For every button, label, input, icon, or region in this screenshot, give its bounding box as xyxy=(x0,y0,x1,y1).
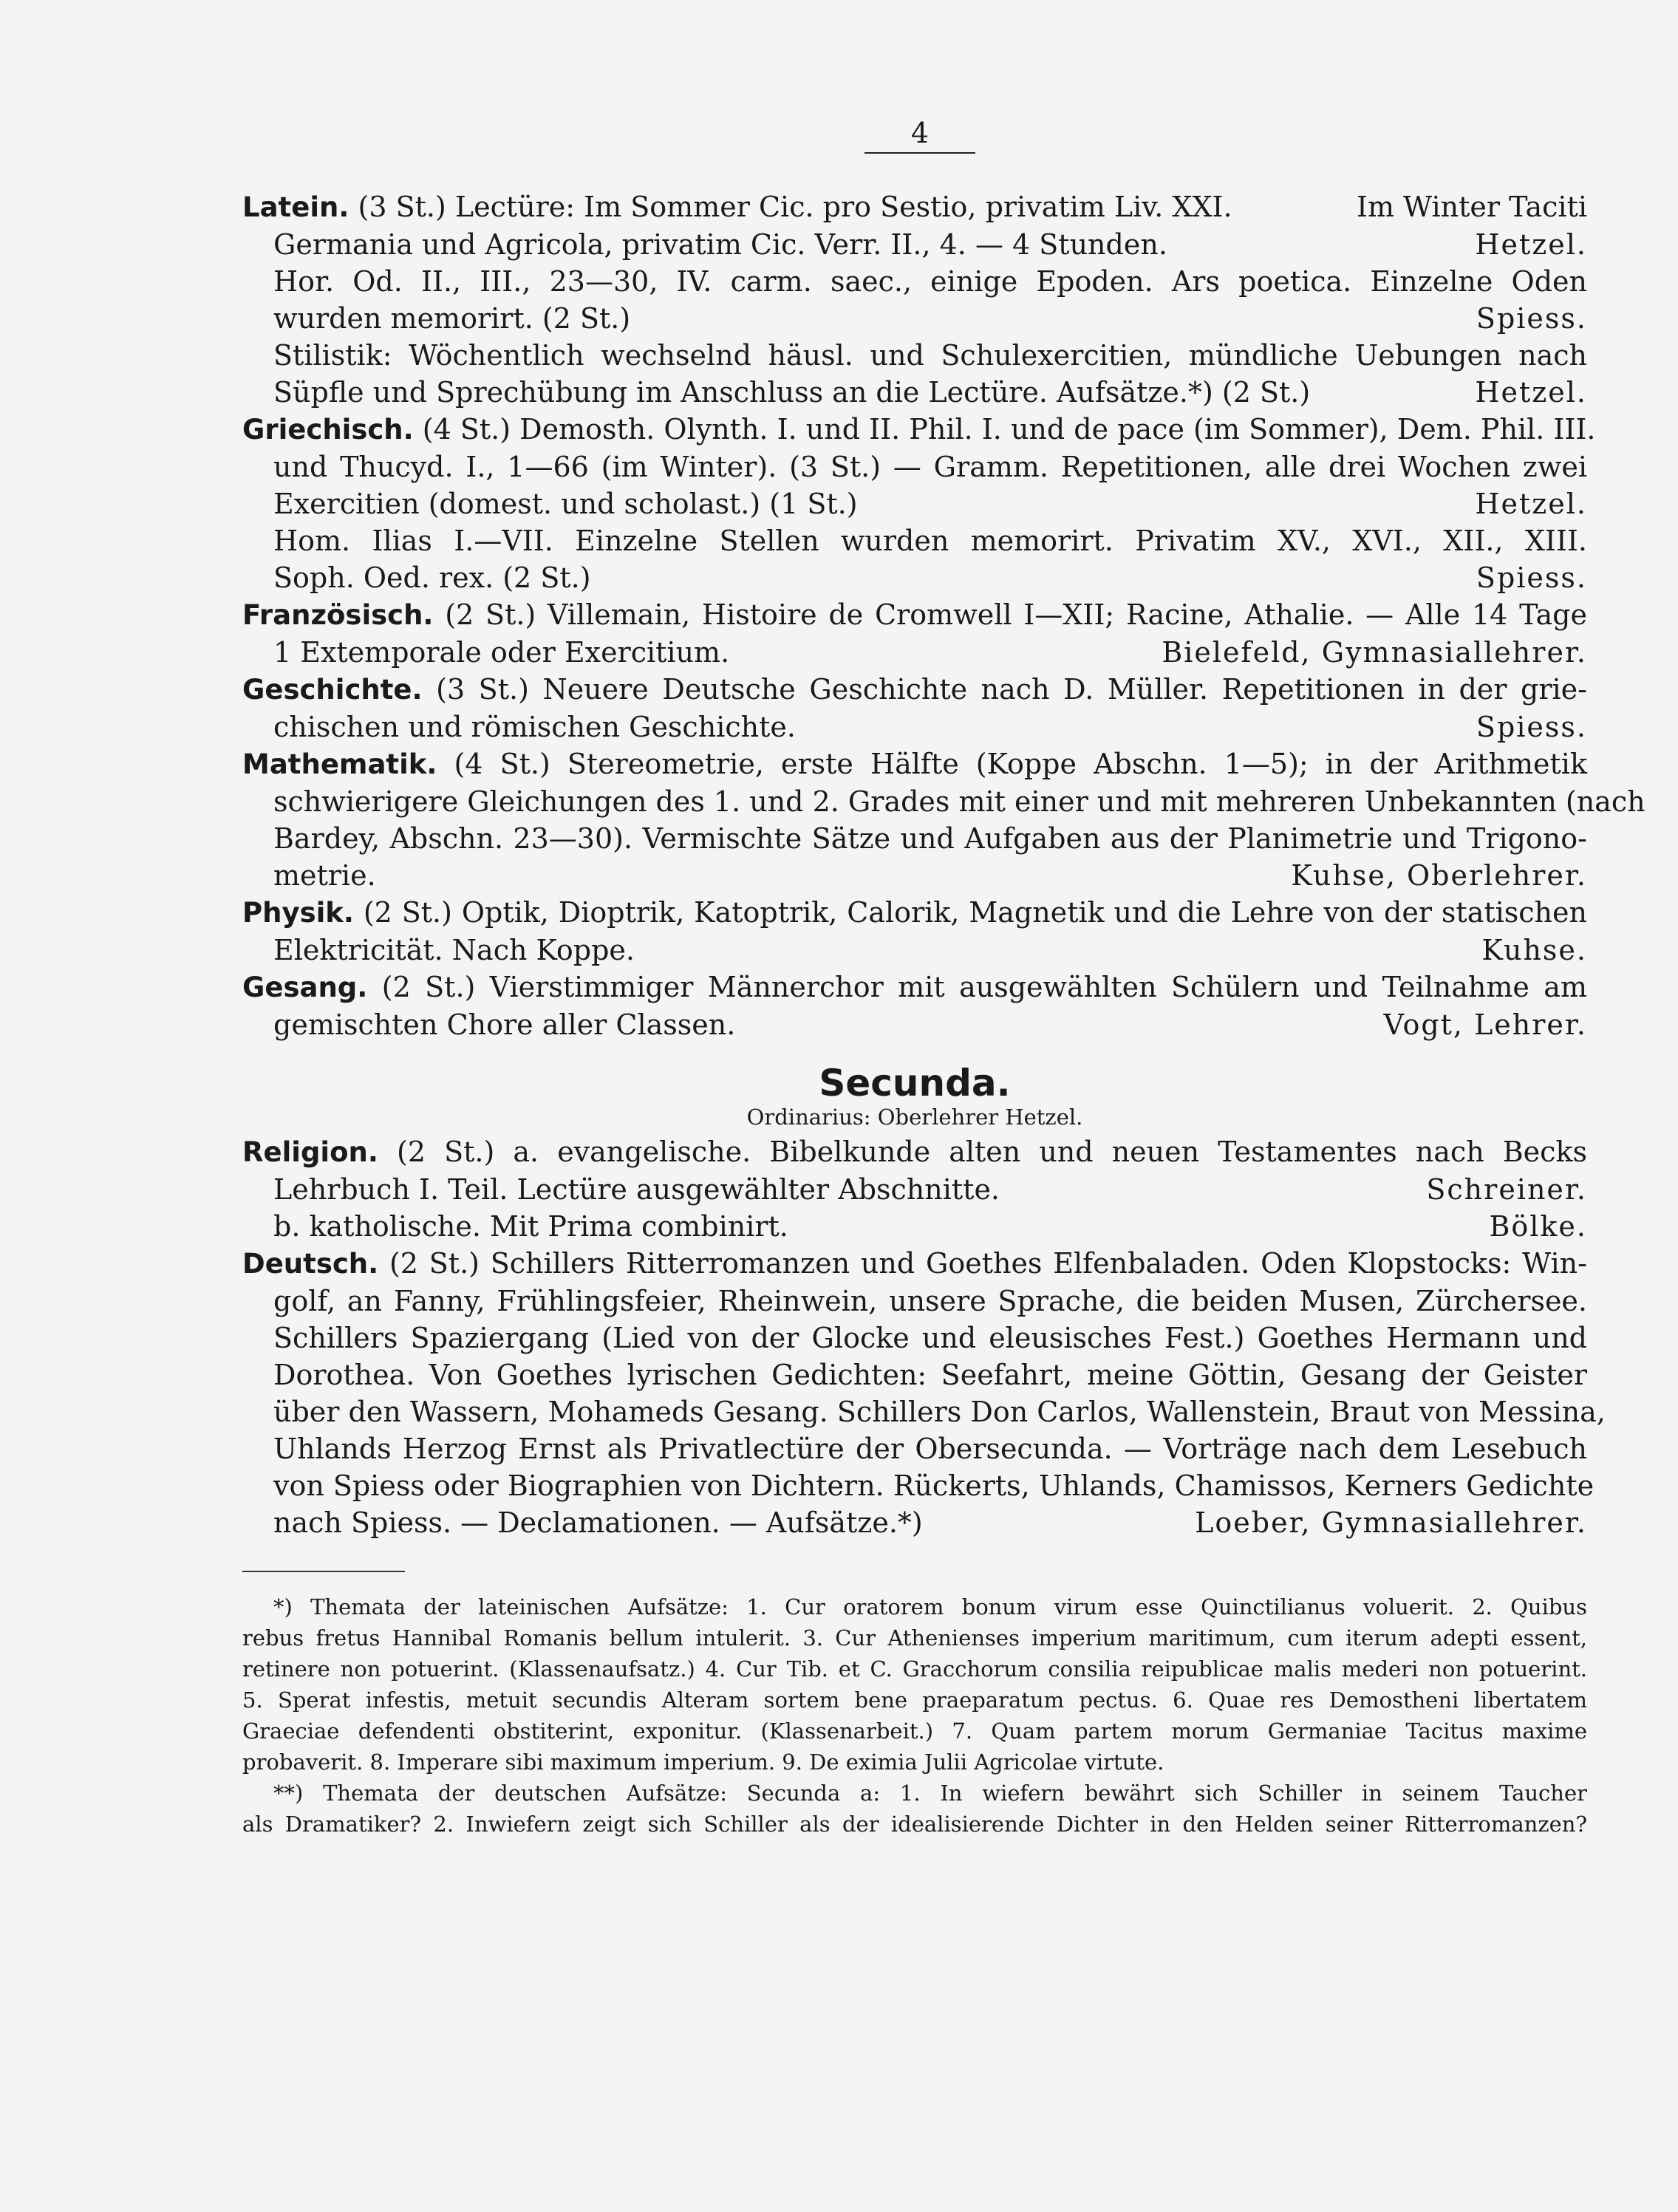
text-line: (2 St.) Schillers Ritterromanzen und Goethes Elfenbaladen. Oden Klopstocks: Win- xyxy=(389,1247,1587,1280)
teacher-name: Spiess. xyxy=(1476,302,1587,335)
text-line: Exercitien (domest. und scholast.) (1 St.) xyxy=(273,488,858,520)
subject-heading: Religion. xyxy=(242,1136,378,1168)
page-body xyxy=(242,188,1645,1840)
footnote-line: 5. Sperat infestis, metuit secundis Alteram sortem bene praeparatum pectus. 6. Quae res Demostheni libertatem xyxy=(242,1687,1587,1713)
footnote-line: **) Themata der deutschen Aufsätze: Secunda a: 1. In wiefern bewährt sich Schiller in seinem Taucher xyxy=(273,1781,1587,1806)
footnote-line: retinere non potuerint. (Klassenaufsatz.) 4. Cur Tib. et C. Gracchorum consilia reipublicae malis mederi non potuerint. xyxy=(242,1656,1587,1682)
subject-franzoesisch xyxy=(242,596,1587,671)
teacher-name: Hetzel. xyxy=(1475,228,1587,261)
text-line: metrie. xyxy=(273,859,376,892)
subject-latein xyxy=(242,188,1587,411)
footnote-text: probaverit. 8. Imperare sibi maximum imperium. 9. De eximia Julii Agricolae virtute. xyxy=(242,1750,1164,1775)
subject-gesang xyxy=(242,969,1587,1043)
teacher-name: Schreiner. xyxy=(1426,1173,1587,1206)
text-line: Uhlands Herzog Ernst als Privatlectüre der Obersecunda. — Vorträge nach dem Lesebuch xyxy=(273,1433,1587,1465)
teacher-name: Spiess. xyxy=(1476,711,1587,743)
text-line: Hor. Od. II., III., 23—30, IV. carm. saec., einige Epoden. Ars poetica. Einzelne Oden xyxy=(273,265,1587,298)
subject-deutsch xyxy=(242,1245,1606,1541)
footnote-line: als Dramatiker? 2. Inwiefern zeigt sich Schiller als der idealisierende Dichter in den Helden seiner Ritterromanzen? xyxy=(242,1812,1587,1837)
ordinarius-line: Ordinarius: Oberlehrer Hetzel. xyxy=(746,1105,1083,1130)
text-line: Süpfle und Sprechübung im Anschluss an die Lectüre. Aufsätze.*) (2 St.) xyxy=(273,376,1311,409)
teacher-name: Vogt, Lehrer. xyxy=(1383,1008,1587,1041)
subject-physik xyxy=(242,894,1587,969)
text-line: (2 St.) Villemain, Histoire de Cromwell I—XII; Racine, Athalie. — Alle 14 Tage xyxy=(445,598,1587,631)
teacher-name: Kuhse, Oberlehrer. xyxy=(1291,859,1587,892)
text-line: Stilistik: Wöchentlich wechselnd häusl. und Schulexercitien, mündliche Uebungen nach xyxy=(273,339,1587,372)
text-line: schwierigere Gleichungen des 1. und 2. Grades mit einer und mit mehreren Unbekannten (nach xyxy=(273,785,1645,818)
teacher-name: Bölke. xyxy=(1489,1210,1587,1243)
subject-heading: Französisch. xyxy=(242,599,434,631)
text-line: chischen und römischen Geschichte. xyxy=(273,711,796,743)
teacher-name: Bielefeld, Gymnasiallehrer. xyxy=(1162,636,1587,669)
text-line: gemischten Chore aller Classen. xyxy=(273,1008,736,1041)
text-line: Soph. Oed. rex. (2 St.) xyxy=(273,561,591,594)
teacher-name: Loeber, Gymnasiallehrer. xyxy=(1195,1506,1587,1539)
text-line: Germania und Agricola, privatim Cic. Verr. II., 4. — 4 Stunden. xyxy=(273,228,1167,261)
teacher-name: Kuhse. xyxy=(1481,934,1587,966)
page-number: 4 xyxy=(864,117,975,154)
footnote-line xyxy=(242,1747,1587,1778)
text-line: (2 St.) a. evangelische. Bibelkunde alten und neuen Testamentes nach Becks xyxy=(397,1136,1587,1168)
footnote-line: Graeciae defendenti obstiterint, exponitur. (Klassenarbeit.) 7. Quam partem morum Germaniae Tacitus maxime xyxy=(242,1718,1587,1744)
subject-heading: Griechisch. xyxy=(242,414,414,446)
text-line: Im Winter Taciti xyxy=(1356,191,1587,223)
subject-heading: Deutsch. xyxy=(242,1248,379,1280)
subject-griechisch xyxy=(242,411,1596,596)
text-line: (2 St.) Vierstimmiger Männerchor mit ausgewählten Schülern und Teilnahme am xyxy=(381,971,1587,1003)
text-line: Schillers Spaziergang (Lied von der Glocke und eleusisches Fest.) Goethes Hermann und xyxy=(273,1322,1587,1354)
subject-heading: Physik. xyxy=(242,897,354,929)
text-line: (4 St.) Demosth. Olynth. I. und II. Phil. I. und de pace (im Sommer), Dem. Phil. III. xyxy=(422,413,1596,446)
text-line: nach Spiess. — Declamationen. — Aufsätze.*) xyxy=(273,1506,923,1539)
text-line: 1 Extemporale oder Exercitium. xyxy=(273,636,730,669)
subject-heading: Mathematik. xyxy=(242,748,437,780)
subject-mathematik xyxy=(242,745,1645,894)
text-line: b. katholische. Mit Prima combinirt. xyxy=(273,1210,788,1243)
text-line: golf, an Fanny, Frühlingsfeier, Rheinwein, unsere Sprache, die beiden Musen, Zürchersee. xyxy=(273,1285,1587,1317)
text-line: Elektricität. Nach Koppe. xyxy=(273,934,635,966)
footnotes xyxy=(242,1591,1587,1840)
subject-heading: Latein. xyxy=(242,191,349,223)
subject-heading: Geschichte. xyxy=(242,674,423,706)
subject-heading: Gesang. xyxy=(242,972,368,1003)
subject-religion xyxy=(242,1133,1587,1245)
text-line: Hom. Ilias I.—VII. Einzelne Stellen wurden memorirt. Privatim XV., XVI., XII., XIII. xyxy=(273,525,1587,557)
text-line: und Thucyd. I., 1—66 (im Winter). (3 St.) — Gramm. Repetitionen, alle drei Wochen zwei xyxy=(273,451,1587,483)
text-line: von Spiess oder Biographien von Dichtern. Rückerts, Uhlands, Chamissos, Kerners Gedichte xyxy=(273,1469,1595,1502)
subject-geschichte xyxy=(242,671,1587,745)
text-line: (3 St.) Neuere Deutsche Geschichte nach D. Müller. Repetitionen in der grie- xyxy=(436,673,1587,706)
text-line: (3 St.) Lectüre: Im Sommer Cic. pro Sestio, privatim Liv. XXI. xyxy=(358,191,1232,223)
text-line: Bardey, Abschn. 23—30). Vermischte Sätze und Aufgaben aus der Planimetrie und Trigono- xyxy=(273,822,1587,855)
text-line: wurden memorirt. (2 St.) xyxy=(273,302,631,335)
footnote-divider xyxy=(242,1571,405,1572)
text-line: (4 St.) Stereometrie, erste Hälfte (Koppe Abschn. 1—5); in der Arithmetik xyxy=(454,748,1587,780)
text-line: über den Wassern, Mohameds Gesang. Schillers Don Carlos, Wallenstein, Braut von Messina, xyxy=(273,1396,1606,1428)
text-line: (2 St.) Optik, Dioptrik, Katoptrik, Calorik, Magnetik und die Lehre von der statischen xyxy=(363,896,1587,929)
teacher-name: Hetzel. xyxy=(1475,376,1587,409)
teacher-name: Hetzel. xyxy=(1475,488,1587,520)
text-line: Dorothea. Von Goethes lyrischen Gedichten: Seefahrt, meine Göttin, Gesang der Geister xyxy=(273,1359,1587,1391)
text-line: Lehrbuch I. Teil. Lectüre ausgewählter Abschnitte. xyxy=(273,1173,1000,1206)
footnote-line: rebus fretus Hannibal Romanis bellum intulerit. 3. Cur Athenienses imperium maritimum, cum iterum adepti essent, xyxy=(242,1625,1587,1651)
section-title: Secunda. xyxy=(819,1062,1011,1105)
teacher-name: Spiess. xyxy=(1476,561,1587,594)
footnote-line: *) Themata der lateinischen Aufsätze: 1. Cur oratorem bonum virum esse Quinctilianus voluerit. 2. Quibus xyxy=(273,1594,1587,1619)
